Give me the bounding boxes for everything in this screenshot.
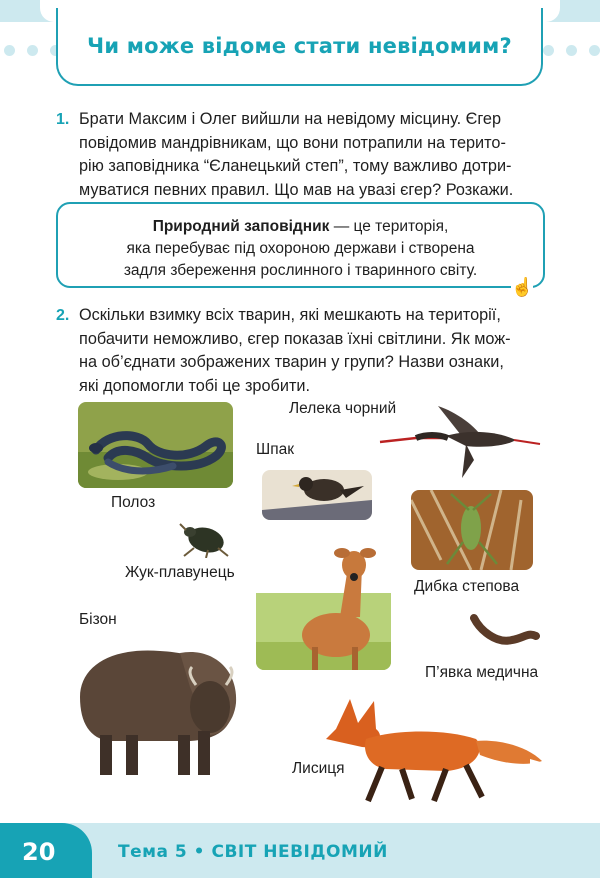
task-2-line: Оскільки взимку всіх тварин, які мешкають на території, xyxy=(79,306,501,324)
leech-label: П’явка медична xyxy=(425,664,539,681)
snake-label: Полоз xyxy=(111,494,156,511)
definition-text xyxy=(58,216,543,282)
footer-topic-number: Тема 5 xyxy=(118,842,188,862)
task-2-text xyxy=(79,304,545,398)
bush-cricket-photo xyxy=(411,490,533,570)
decorative-dots-left xyxy=(4,45,61,57)
footer-separator: • xyxy=(193,842,206,862)
title-box xyxy=(56,8,543,86)
beetle-label: Жук-плавунець xyxy=(125,564,235,581)
starling-label: Шпак xyxy=(256,441,295,458)
task-2-line: на об’єднати зображених тварин у групи? Назви ознаки, xyxy=(79,353,504,371)
task-1-number: 1. xyxy=(56,111,70,128)
stork-photo xyxy=(376,400,542,482)
fox-photo xyxy=(316,689,544,807)
starling-photo xyxy=(262,470,372,520)
decorative-dots-right xyxy=(543,45,600,57)
fox-label: Лисиця xyxy=(292,760,345,777)
task-1-line: рію заповідника “Єланецький степ”, тому важливо дотри- xyxy=(79,157,512,175)
definition-term: Природний заповідник xyxy=(152,218,330,235)
definition-line-3: задля збереження рослинного і тваринного світу. xyxy=(123,262,478,279)
bison-label: Бізон xyxy=(79,611,117,628)
task-2-line: які допомогли тобі це зробити. xyxy=(79,376,311,395)
definition-box xyxy=(56,202,545,288)
definition-line-2: яка перебуває під охороною держави і створена xyxy=(126,240,475,257)
task-1-text xyxy=(79,108,545,202)
roe-deer-photo xyxy=(256,547,391,670)
footer-topic xyxy=(118,842,388,862)
task-2-line: побачити неможливо, єгер показав їхні світлини. Як мож- xyxy=(79,329,511,348)
leech-photo xyxy=(470,610,540,650)
stork-label: Лелека чорний xyxy=(289,400,397,417)
bush-cricket-label: Дибка степова xyxy=(414,578,520,595)
bison-photo xyxy=(70,627,243,780)
task-2-number: 2. xyxy=(56,307,70,324)
page-title: Чи може відоме стати невідомим? xyxy=(87,34,512,58)
task-1-line: повідомив мандрівникам, що вони потрапили на терито- xyxy=(79,133,506,152)
pointing-hand-icon: ☝ xyxy=(511,277,534,297)
task-1-line: Брати Максим і Олег вийшли на невідому місцину. Єгер xyxy=(79,110,502,128)
task-1-line: муватися певних правил. Що мав на увазі єгер? Розкажи. xyxy=(79,180,514,199)
page-number: 20 xyxy=(22,838,56,866)
definition-line-1: — це територія, xyxy=(329,218,449,235)
snake-photo xyxy=(78,402,233,488)
footer-topic-name: СВІТ НЕВІДОМИЙ xyxy=(211,842,388,862)
beetle-photo xyxy=(178,518,232,558)
